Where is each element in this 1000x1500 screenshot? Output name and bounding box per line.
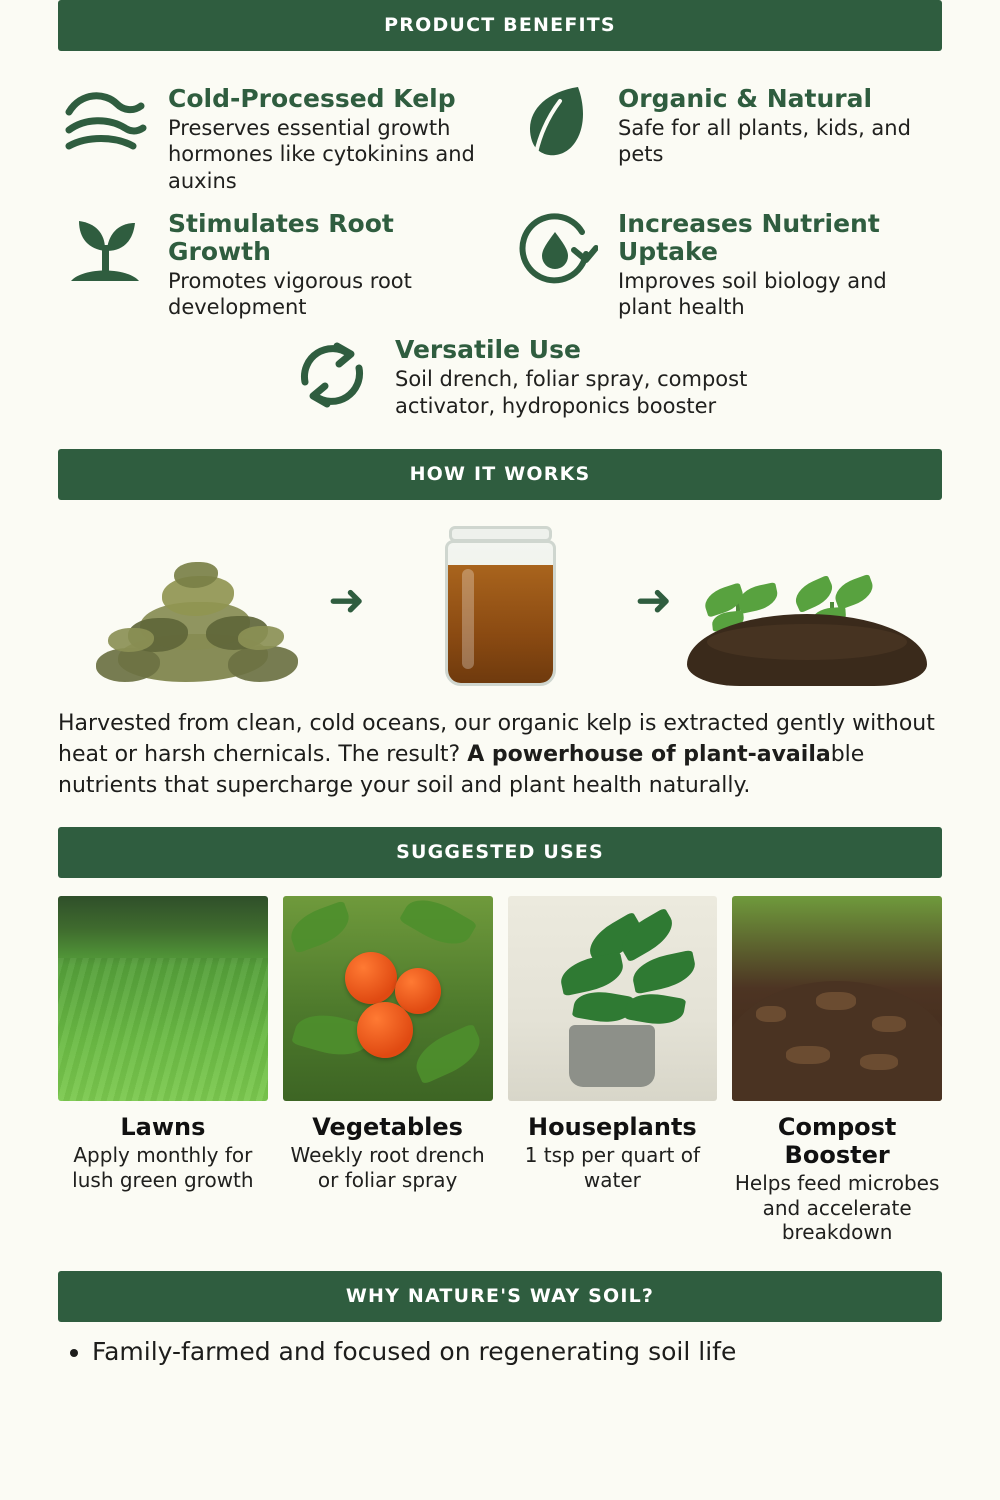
use-title: Houseplants [528, 1113, 697, 1142]
use-card-compost-booster [732, 896, 942, 1244]
process-step-raw-kelp [68, 516, 318, 686]
tomato-plant-photo [283, 896, 493, 1101]
benefit-desc: Improves soil biology and plant health [618, 268, 887, 319]
process-step-extract-jar [375, 516, 625, 686]
use-card-lawns [58, 896, 268, 1244]
benefit-organic-natural [508, 81, 942, 194]
use-desc: Weekly root drench or foliar spray [290, 1143, 485, 1192]
benefit-desc: Soil drench, foliar spray, compost activator, hydroponics booster [395, 367, 748, 418]
process-arrow-1: ➜ [328, 574, 365, 626]
why-natures-way-header: WHY NATURE'S WAY SOIL? [58, 1271, 942, 1322]
benefit-versatile-use [58, 332, 942, 419]
benefit-desc: Preserves essential growth hormones like cytokinins and auxins [168, 116, 475, 193]
suggested-uses-header: SUGGESTED USES [58, 827, 942, 878]
benefit-title: Versatile Use [395, 335, 581, 365]
benefit-stimulates-root-growth [58, 206, 492, 321]
paragraph-part-1: Harvested from clean, cold oceans, our organic kelp is extracted gently without heat or harsh chernicals. The result? [58, 710, 935, 767]
how-it-works-paragraph [58, 708, 942, 802]
compost-photo [732, 896, 942, 1101]
benefit-cold-processed-kelp [58, 81, 492, 194]
product-benefits-header: PRODUCT BENEFITS [58, 0, 942, 51]
lawn-photo [58, 896, 268, 1101]
use-desc: Helps feed microbes and accelerate breakdown [734, 1171, 940, 1245]
use-title: Compost Booster [777, 1113, 897, 1170]
raw-kelp-image [78, 556, 308, 686]
use-desc: 1 tsp per quart of water [524, 1143, 701, 1192]
use-title: Lawns [120, 1113, 206, 1142]
benefit-title: Stimulates Root Growth [168, 208, 394, 266]
houseplant-photo [508, 896, 718, 1101]
paragraph-part-2: ble nutrients that supercharge your soil and plant health naturally. [58, 741, 865, 799]
process-step-seedlings-soil [682, 516, 932, 686]
recycle-arrows-icon [285, 332, 379, 418]
benefit-increases-nutrient-uptake [508, 206, 942, 321]
process-arrow-2: ➜ [635, 574, 672, 626]
wave-icon [58, 81, 152, 167]
why-list [58, 1336, 942, 1369]
use-title: Vegetables [312, 1113, 463, 1142]
uses-grid [58, 896, 942, 1244]
extract-jar-image [443, 526, 558, 686]
list-item: • Family-farmed and focused on regenerating soil life [92, 1336, 942, 1369]
benefit-title: Cold-Processed Kelp [168, 84, 456, 113]
use-card-houseplants [508, 896, 718, 1244]
benefit-title: Organic & Natural [618, 84, 873, 113]
benefit-title: Increases Nutrient Uptake [618, 208, 880, 266]
process-row [58, 516, 942, 686]
use-desc: Apply monthly for lush green growth [72, 1143, 254, 1192]
how-it-works-header: HOW IT WORKS [58, 449, 942, 500]
paragraph-bold: A powerhouse of plant-availa [467, 741, 831, 767]
leaf-icon [508, 81, 602, 167]
use-card-vegetables [283, 896, 493, 1244]
benefits-grid [58, 81, 942, 419]
seedlings-soil-image [682, 536, 932, 686]
water-drop-cycle-icon [508, 206, 602, 292]
benefit-desc: Promotes vigorous root development [168, 268, 412, 319]
benefit-desc: Safe for all plants, kids, and pets [618, 116, 911, 167]
seedling-icon [58, 206, 152, 292]
